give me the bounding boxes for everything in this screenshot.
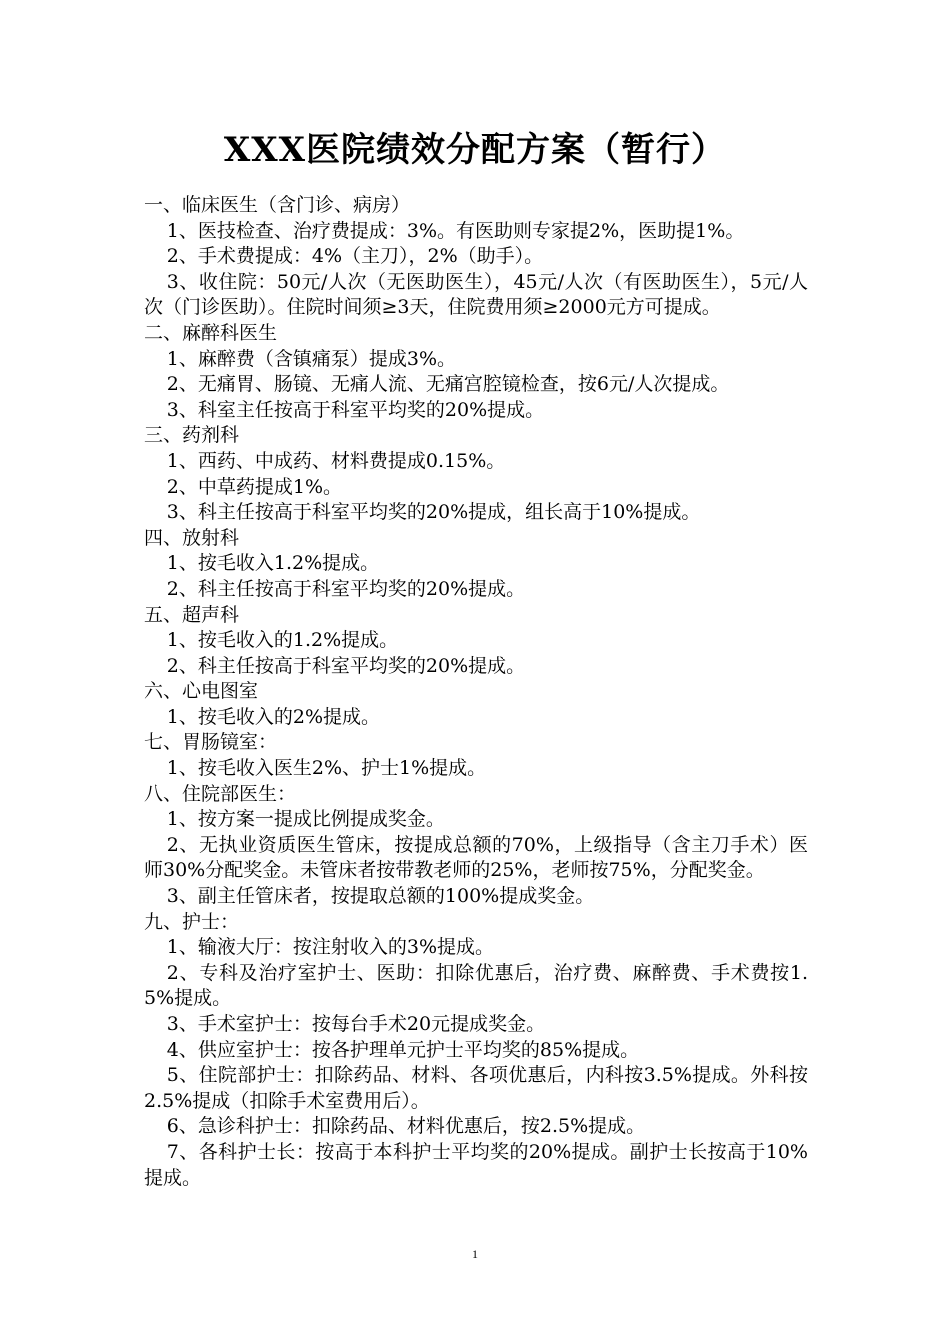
- section-endoscopy-room: [144, 730, 808, 781]
- list-item: 6、急诊科护士：扣除药品、材料优惠后，按2.5%提成。: [166, 1115, 646, 1138]
- section-heading: 八、住院部医生：: [144, 782, 297, 805]
- list-item: 1、麻醉费（含镇痛泵）提成3%。: [166, 347, 457, 370]
- section-heading: 七、胃肠镜室：: [144, 731, 278, 754]
- section-anesthesiology: [144, 321, 808, 423]
- list-item: 3、收住院：50元/人次（无医助医生），45元/人次（有医助医生），5元/人次（门诊医助）。住院时间须≥3天，住院费用须≥2000元方可提成。: [144, 270, 808, 319]
- list-item: 3、科室主任按高于科室平均奖的20%提成。: [166, 398, 545, 421]
- section-heading: 四、放射科: [144, 526, 240, 549]
- list-item: 1、按方案一提成比例提成奖金。: [166, 808, 445, 831]
- list-item: 1、按毛收入的1.2%提成。: [166, 629, 399, 652]
- list-item: 1、输液大厅：按注射收入的3%提成。: [166, 936, 495, 959]
- list-item: 7、各科护士长：按高于本科护士平均奖的20%提成。副护士长按高于10%提成。: [144, 1140, 808, 1189]
- list-item: 3、副主任管床者，按提取总额的100%提成奖金。: [166, 885, 595, 908]
- list-item: 2、无痛胃、肠镜、无痛人流、无痛宫腔镜检查，按6元/人次提成。: [166, 373, 730, 396]
- section-clinical-doctors: [144, 193, 808, 321]
- list-item: 1、按毛收入医生2%、护士1%提成。: [166, 757, 487, 780]
- section-nurses: [144, 910, 808, 1192]
- list-item: 2、专科及治疗室护士、医助：扣除优惠后，治疗费、麻醉费、手术费按1.5%提成。: [144, 961, 808, 1010]
- section-heading: 九、护士：: [144, 910, 240, 933]
- section-pharmacy: [144, 423, 808, 525]
- list-item: 2、科主任按高于科室平均奖的20%提成。: [166, 577, 526, 600]
- document-body: [144, 193, 808, 1191]
- list-item: 3、手术室护士：按每台手术20元提成奖金。: [166, 1013, 546, 1035]
- section-heading: 三、药剂科: [144, 424, 240, 447]
- list-item: 4、供应室护士：按各护理单元护士平均奖的85%提成。: [166, 1038, 640, 1061]
- document-title: XXX医院绩效分配方案（暂行）: [223, 130, 727, 170]
- section-ultrasound: [144, 603, 808, 680]
- list-item: 2、手术费提成：4%（主刀），2%（助手）。: [166, 245, 544, 268]
- list-item: 1、按毛收入1.2%提成。: [166, 552, 380, 575]
- section-heading: 六、心电图室: [144, 680, 259, 703]
- section-heading: 五、超声科: [144, 603, 240, 626]
- list-item: 1、西药、中成药、材料费提成0.15%。: [166, 449, 506, 472]
- section-radiology: [144, 526, 808, 603]
- list-item: 2、科主任按高于科室平均奖的20%提成。: [166, 654, 526, 677]
- list-item: 1、按毛收入的2%提成。: [166, 705, 381, 728]
- section-heading: 二、麻醉科医生: [144, 321, 278, 344]
- page-number: 1: [472, 1247, 478, 1261]
- section-ecg-room: [144, 679, 808, 730]
- section-heading: 一、临床医生（含门诊、病房）: [144, 194, 411, 216]
- list-item: 1、医技检查、治疗费提成：3%。有医助则专家提2%，医助提1%。: [166, 219, 745, 242]
- section-inpatient-doctors: [144, 782, 808, 910]
- list-item: 3、科主任按高于科室平均奖的20%提成，组长高于10%提成。: [166, 501, 701, 524]
- list-item: 2、中草药提成1%。: [166, 475, 343, 498]
- list-item: 5、住院部护士：扣除药品、材料、各项优惠后，内科按3.5%提成。外科按2.5%提成（扣除手术室费用后）。: [144, 1064, 808, 1112]
- list-item: 2、无执业资质医生管床，按提成总额的70%，上级指导（含主刀手术）医师30%分配奖金。未管床者按带教老师的25%，老师按75%，分配奖金。: [144, 833, 808, 882]
